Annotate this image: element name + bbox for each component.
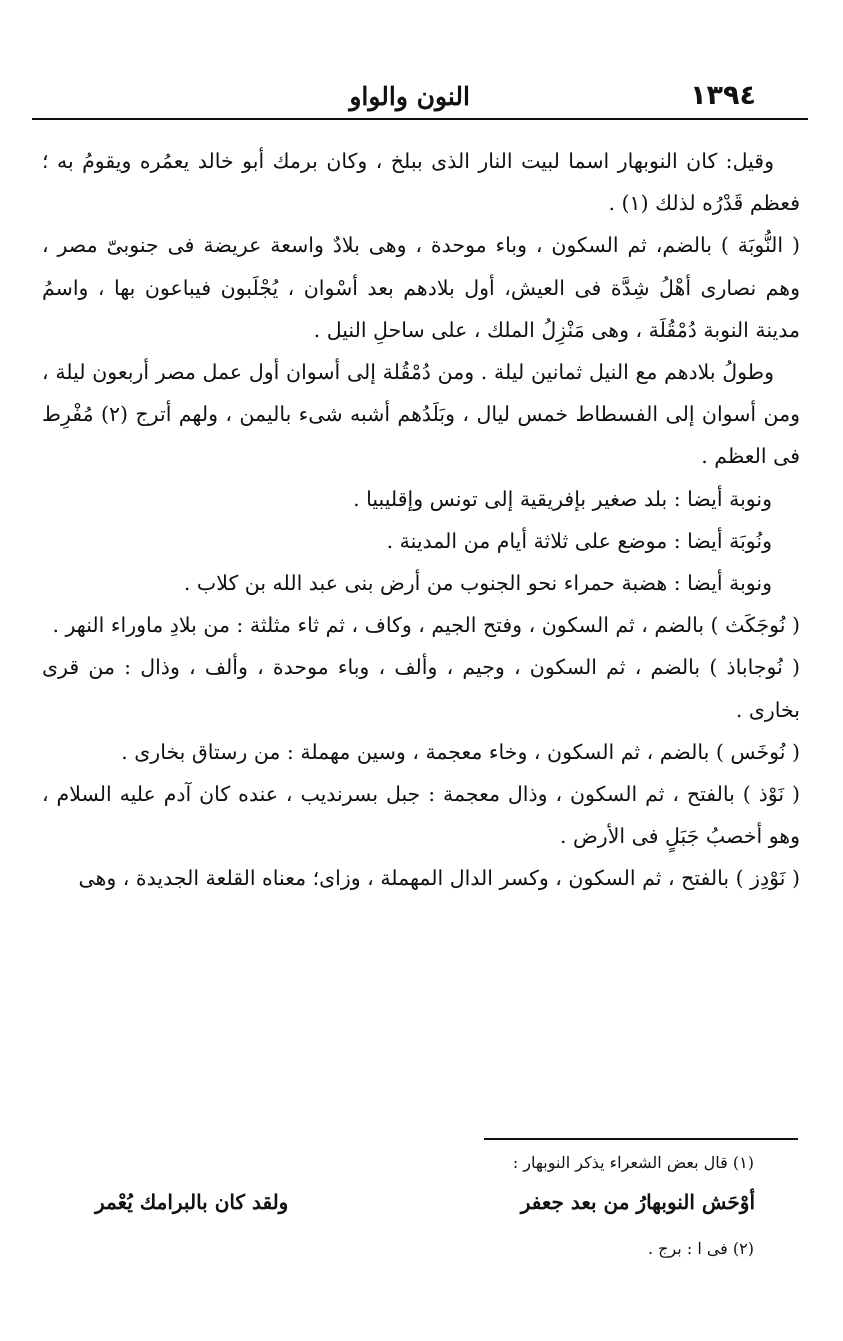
page-number: ١٣٩٤: [690, 80, 756, 111]
entry-paragraph: ( النُّوبَة ) بالضم، ثم السكون ، وباء موحدة ، وهى بلادٌ واسعة عريضة فى جنوبىّ مصر ، وهم نصارى أهْلُ شِدَّة فى العيش، أول بلادهم بعد أسْوان ، يُجْلَبون فيباعون بها ، واسمُ مدينة النوبة دُمْقُلَة ، وهى مَنْزِلُ الملك ، على ساحلِ النيل .: [42, 233, 800, 342]
entry-paragraph: ( نَوْذ ) بالفتح ، ثم السكون ، وذال معجمة : جبل بسرنديب ، عنده كان آدم عليه السلام ، وهو أخصبُ جَبَلٍ فى الأرض .: [42, 782, 800, 849]
footnotes: [42, 1148, 800, 1264]
verse-first-hemistich: أوْحَش النوبهارُ من بعد جعفر: [520, 1190, 755, 1214]
page-header: [32, 78, 808, 120]
verse-second-hemistich: ولقد كان بالبرامك يُعْمر: [95, 1190, 289, 1214]
sub-entry: ونوبة أيضا : بلد صغير بإفريقية إلى تونس وإقليبيا .: [353, 486, 772, 511]
verse: [95, 1186, 755, 1218]
running-title: النون والواو: [349, 82, 470, 111]
sub-entry: ونوبة أيضا : هضبة حمراء نحو الجنوب من أرض بنى عبد الله بن كلاب .: [183, 571, 772, 596]
entry-paragraph: ( نُوجاباذ ) بالضم ، ثم السكون ، وجيم ، وألف ، وباء موحدة ، وألف ، وذال : من قرى بخارى .: [42, 655, 800, 722]
main-text: [42, 140, 800, 900]
sub-entry: ونُوبَة أيضا : موضع على ثلاثة أيام من المدينة .: [386, 528, 772, 553]
paragraph: وطولُ بلادهم مع النيل ثمانين ليلة . ومن دُمْقُلة إلى أسوان أول عمل مصر أربعون ليلة ، ومن أسوان إلى الفسطاط خمس ليال ، وبَلَدُهم أشبه شىء باليمن ، ولهم أترج (٢) مُفْرِط فى العظم .: [42, 360, 801, 469]
paragraph: وقيل: كان النوبهار اسما لبيت النار الذى ببلخ ، وكان برمك أبو خالد يعمُره ويقومُ به ؛ فعظم قَدْرُه لذلك (١) .: [42, 149, 800, 216]
entry-paragraph: ( نُوجَكَث ) بالضم ، ثم السكون ، وفتح الجيم ، وكاف ، ثم ثاء مثلثة : من بلادِ ماوراء النهر .: [52, 613, 800, 638]
entry-paragraph: ( نَوْدِز ) بالفتح ، ثم السكون ، وكسر الدال المهملة ، وزاى؛ معناه القلعة الجديدة ، وهى: [78, 866, 800, 891]
footnote-1: (١) قال بعض الشعراء يذكر النوبهار :: [512, 1153, 754, 1172]
entry-paragraph: ( نُوخَس ) بالضم ، ثم السكون ، وخاء معجمة ، وسين مهملة : من رستاق بخارى .: [121, 739, 800, 764]
footnote-divider: [484, 1138, 798, 1140]
footnote-2: (٢) فى ا : برج .: [647, 1239, 754, 1258]
